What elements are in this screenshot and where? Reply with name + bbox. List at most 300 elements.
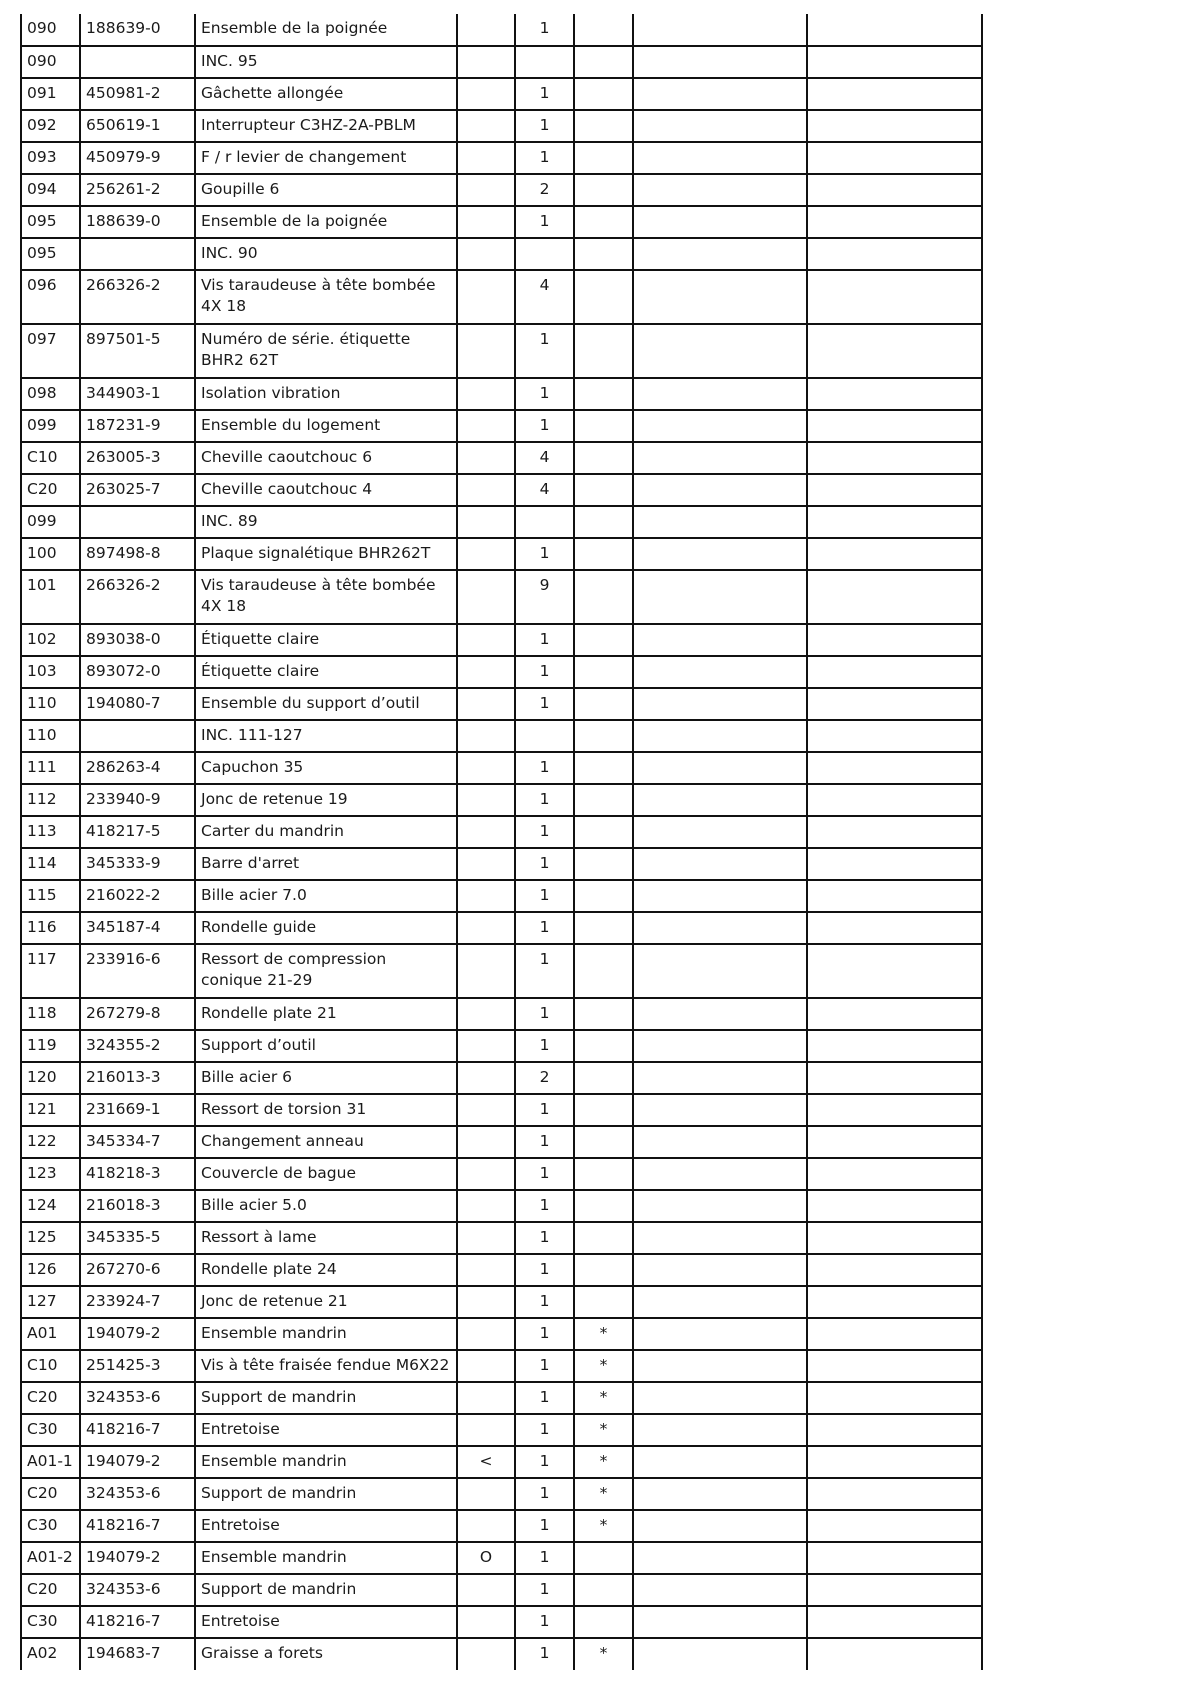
quantity-cell: 4	[515, 442, 574, 474]
description-cell: Bille acier 6	[195, 1062, 457, 1094]
table-row	[21, 624, 982, 656]
note-mark-cell	[574, 238, 633, 270]
note-mark-cell	[574, 784, 633, 816]
part-number-cell: 194080-7	[80, 688, 195, 720]
part-number-cell: 194683-7	[80, 1638, 195, 1670]
description-cell: Rondelle plate 24	[195, 1254, 457, 1286]
description-cell: Changement anneau	[195, 1126, 457, 1158]
empty-cell-a	[633, 1382, 807, 1414]
note-mark-cell	[574, 174, 633, 206]
empty-cell-b	[807, 1126, 982, 1158]
part-number-cell: 194079-2	[80, 1318, 195, 1350]
quantity-cell	[515, 238, 574, 270]
empty-cell-a	[633, 1510, 807, 1542]
part-ref-cell: 118	[21, 998, 80, 1030]
note-mark-cell: *	[574, 1510, 633, 1542]
part-ref-cell: 095	[21, 238, 80, 270]
table-row	[21, 78, 982, 110]
table-row	[21, 270, 982, 324]
empty-cell-b	[807, 752, 982, 784]
empty-cell-a	[633, 270, 807, 324]
code-cell	[457, 816, 515, 848]
quantity-cell: 1	[515, 1478, 574, 1510]
quantity-cell: 1	[515, 1638, 574, 1670]
part-ref-cell: 119	[21, 1030, 80, 1062]
note-mark-cell	[574, 570, 633, 624]
part-ref-cell: C20	[21, 474, 80, 506]
description-cell: Entretoise	[195, 1510, 457, 1542]
code-cell	[457, 110, 515, 142]
empty-cell-a	[633, 1542, 807, 1574]
description-cell: INC. 111-127	[195, 720, 457, 752]
part-ref-cell: C30	[21, 1414, 80, 1446]
note-mark-cell	[574, 270, 633, 324]
empty-cell-b	[807, 1222, 982, 1254]
part-number-cell: 216018-3	[80, 1190, 195, 1222]
note-mark-cell	[574, 14, 633, 46]
note-mark-cell	[574, 998, 633, 1030]
part-ref-cell: 127	[21, 1286, 80, 1318]
code-cell	[457, 784, 515, 816]
part-number-cell: 650619-1	[80, 110, 195, 142]
part-ref-cell: 125	[21, 1222, 80, 1254]
part-number-cell: 251425-3	[80, 1350, 195, 1382]
note-mark-cell	[574, 1190, 633, 1222]
empty-cell-b	[807, 1574, 982, 1606]
empty-cell-a	[633, 1062, 807, 1094]
empty-cell-b	[807, 206, 982, 238]
empty-cell-a	[633, 1638, 807, 1670]
table-row	[21, 570, 982, 624]
note-mark-cell: *	[574, 1318, 633, 1350]
quantity-cell: 1	[515, 1350, 574, 1382]
empty-cell-b	[807, 324, 982, 378]
empty-cell-b	[807, 944, 982, 998]
note-mark-cell: *	[574, 1382, 633, 1414]
code-cell	[457, 848, 515, 880]
empty-cell-b	[807, 848, 982, 880]
quantity-cell: 1	[515, 656, 574, 688]
quantity-cell: 1	[515, 410, 574, 442]
empty-cell-a	[633, 848, 807, 880]
part-ref-cell: C10	[21, 1350, 80, 1382]
empty-cell-a	[633, 142, 807, 174]
empty-cell-a	[633, 720, 807, 752]
table-row	[21, 1414, 982, 1446]
empty-cell-b	[807, 1350, 982, 1382]
empty-cell-a	[633, 1286, 807, 1318]
quantity-cell: 1	[515, 1414, 574, 1446]
description-cell: Ressort à lame	[195, 1222, 457, 1254]
quantity-cell: 2	[515, 174, 574, 206]
description-cell: Entretoise	[195, 1414, 457, 1446]
note-mark-cell: *	[574, 1350, 633, 1382]
code-cell	[457, 570, 515, 624]
note-mark-cell	[574, 46, 633, 78]
table-row	[21, 506, 982, 538]
empty-cell-b	[807, 1318, 982, 1350]
part-ref-cell: 115	[21, 880, 80, 912]
note-mark-cell	[574, 78, 633, 110]
note-mark-cell	[574, 912, 633, 944]
code-cell	[457, 378, 515, 410]
note-mark-cell	[574, 1094, 633, 1126]
description-cell: Ressort de compression conique 21-29	[195, 944, 457, 998]
code-cell	[457, 142, 515, 174]
empty-cell-a	[633, 474, 807, 506]
part-ref-cell: 098	[21, 378, 80, 410]
part-ref-cell: 110	[21, 720, 80, 752]
part-ref-cell: C20	[21, 1382, 80, 1414]
empty-cell-b	[807, 1606, 982, 1638]
part-number-cell: 324353-6	[80, 1382, 195, 1414]
part-ref-cell: 097	[21, 324, 80, 378]
empty-cell-a	[633, 14, 807, 46]
code-cell	[457, 624, 515, 656]
table-row	[21, 174, 982, 206]
empty-cell-a	[633, 78, 807, 110]
note-mark-cell	[574, 1254, 633, 1286]
table-row	[21, 538, 982, 570]
empty-cell-b	[807, 998, 982, 1030]
empty-cell-a	[633, 752, 807, 784]
description-cell: Cheville caoutchouc 4	[195, 474, 457, 506]
table-row	[21, 1638, 982, 1670]
quantity-cell: 1	[515, 1094, 574, 1126]
code-cell	[457, 1222, 515, 1254]
part-ref-cell: 122	[21, 1126, 80, 1158]
empty-cell-b	[807, 142, 982, 174]
note-mark-cell	[574, 1158, 633, 1190]
description-cell: Vis taraudeuse à tête bombée 4X 18	[195, 270, 457, 324]
note-mark-cell: *	[574, 1638, 633, 1670]
code-cell	[457, 1286, 515, 1318]
description-cell: Entretoise	[195, 1606, 457, 1638]
quantity-cell: 1	[515, 944, 574, 998]
empty-cell-b	[807, 624, 982, 656]
table-row	[21, 752, 982, 784]
table-row	[21, 410, 982, 442]
quantity-cell	[515, 46, 574, 78]
empty-cell-a	[633, 378, 807, 410]
quantity-cell: 1	[515, 324, 574, 378]
empty-cell-b	[807, 1286, 982, 1318]
code-cell	[457, 1254, 515, 1286]
empty-cell-a	[633, 688, 807, 720]
table-row	[21, 848, 982, 880]
note-mark-cell	[574, 410, 633, 442]
table-row	[21, 1222, 982, 1254]
code-cell	[457, 442, 515, 474]
note-mark-cell	[574, 624, 633, 656]
note-mark-cell	[574, 816, 633, 848]
part-number-cell: 345334-7	[80, 1126, 195, 1158]
part-number-cell: 345335-5	[80, 1222, 195, 1254]
table-row	[21, 1030, 982, 1062]
part-ref-cell: 126	[21, 1254, 80, 1286]
part-number-cell: 267279-8	[80, 998, 195, 1030]
note-mark-cell	[574, 752, 633, 784]
code-cell	[457, 1094, 515, 1126]
description-cell: Jonc de retenue 19	[195, 784, 457, 816]
description-cell: Support de mandrin	[195, 1478, 457, 1510]
description-cell: Étiquette claire	[195, 656, 457, 688]
note-mark-cell	[574, 378, 633, 410]
table-row	[21, 944, 982, 998]
code-cell	[457, 1318, 515, 1350]
empty-cell-a	[633, 1606, 807, 1638]
empty-cell-a	[633, 1350, 807, 1382]
table-row	[21, 656, 982, 688]
part-number-cell	[80, 238, 195, 270]
description-cell: Capuchon 35	[195, 752, 457, 784]
quantity-cell: 1	[515, 998, 574, 1030]
empty-cell-b	[807, 1190, 982, 1222]
empty-cell-a	[633, 1414, 807, 1446]
part-ref-cell: 112	[21, 784, 80, 816]
code-cell	[457, 174, 515, 206]
description-cell: Rondelle plate 21	[195, 998, 457, 1030]
part-number-cell: 324355-2	[80, 1030, 195, 1062]
table-row	[21, 1062, 982, 1094]
note-mark-cell	[574, 880, 633, 912]
part-number-cell: 897498-8	[80, 538, 195, 570]
part-number-cell: 286263-4	[80, 752, 195, 784]
empty-cell-a	[633, 1478, 807, 1510]
table-row	[21, 1286, 982, 1318]
code-cell	[457, 1350, 515, 1382]
quantity-cell: 1	[515, 1606, 574, 1638]
empty-cell-b	[807, 720, 982, 752]
table-row	[21, 1574, 982, 1606]
quantity-cell: 1	[515, 142, 574, 174]
empty-cell-a	[633, 174, 807, 206]
table-row	[21, 1350, 982, 1382]
quantity-cell: 1	[515, 1510, 574, 1542]
empty-cell-a	[633, 998, 807, 1030]
quantity-cell: 1	[515, 848, 574, 880]
quantity-cell: 4	[515, 474, 574, 506]
description-cell: Cheville caoutchouc 6	[195, 442, 457, 474]
part-ref-cell: C20	[21, 1574, 80, 1606]
quantity-cell: 1	[515, 1030, 574, 1062]
quantity-cell: 1	[515, 1286, 574, 1318]
note-mark-cell	[574, 538, 633, 570]
code-cell	[457, 270, 515, 324]
empty-cell-b	[807, 538, 982, 570]
part-ref-cell: 090	[21, 14, 80, 46]
note-mark-cell	[574, 1030, 633, 1062]
quantity-cell: 1	[515, 1254, 574, 1286]
note-mark-cell: *	[574, 1414, 633, 1446]
empty-cell-a	[633, 506, 807, 538]
part-number-cell: 263005-3	[80, 442, 195, 474]
empty-cell-a	[633, 110, 807, 142]
code-cell	[457, 1062, 515, 1094]
quantity-cell: 1	[515, 378, 574, 410]
empty-cell-b	[807, 1638, 982, 1670]
empty-cell-b	[807, 378, 982, 410]
empty-cell-b	[807, 78, 982, 110]
part-ref-cell: A02	[21, 1638, 80, 1670]
table-row	[21, 1446, 982, 1478]
empty-cell-b	[807, 688, 982, 720]
table-row	[21, 1254, 982, 1286]
part-number-cell: 233940-9	[80, 784, 195, 816]
part-ref-cell: A01	[21, 1318, 80, 1350]
part-number-cell	[80, 46, 195, 78]
part-number-cell: 418216-7	[80, 1606, 195, 1638]
part-number-cell: 893038-0	[80, 624, 195, 656]
table-row	[21, 324, 982, 378]
quantity-cell: 1	[515, 1190, 574, 1222]
empty-cell-b	[807, 1510, 982, 1542]
empty-cell-b	[807, 1542, 982, 1574]
part-ref-cell: 100	[21, 538, 80, 570]
empty-cell-b	[807, 410, 982, 442]
note-mark-cell	[574, 1542, 633, 1574]
empty-cell-a	[633, 656, 807, 688]
part-ref-cell: 090	[21, 46, 80, 78]
empty-cell-b	[807, 442, 982, 474]
code-cell	[457, 720, 515, 752]
part-number-cell: 897501-5	[80, 324, 195, 378]
empty-cell-a	[633, 1094, 807, 1126]
empty-cell-b	[807, 1382, 982, 1414]
description-cell: Ensemble du support d’outil	[195, 688, 457, 720]
part-number-cell: 188639-0	[80, 206, 195, 238]
note-mark-cell	[574, 1062, 633, 1094]
table-row	[21, 1158, 982, 1190]
empty-cell-a	[633, 944, 807, 998]
empty-cell-a	[633, 570, 807, 624]
part-number-cell: 450981-2	[80, 78, 195, 110]
part-number-cell: 187231-9	[80, 410, 195, 442]
table-row	[21, 998, 982, 1030]
table-row	[21, 688, 982, 720]
code-cell	[457, 1638, 515, 1670]
table-row	[21, 378, 982, 410]
part-ref-cell: 120	[21, 1062, 80, 1094]
code-cell	[457, 688, 515, 720]
note-mark-cell	[574, 442, 633, 474]
quantity-cell: 1	[515, 78, 574, 110]
empty-cell-a	[633, 238, 807, 270]
quantity-cell: 1	[515, 880, 574, 912]
description-cell: Support de mandrin	[195, 1574, 457, 1606]
part-ref-cell: 116	[21, 912, 80, 944]
note-mark-cell	[574, 688, 633, 720]
note-mark-cell	[574, 206, 633, 238]
part-ref-cell: 102	[21, 624, 80, 656]
description-cell: Ensemble de la poignée	[195, 206, 457, 238]
quantity-cell: 1	[515, 1222, 574, 1254]
description-cell: Graisse a forets	[195, 1638, 457, 1670]
empty-cell-a	[633, 410, 807, 442]
code-cell	[457, 238, 515, 270]
table-row	[21, 442, 982, 474]
code-cell	[457, 1478, 515, 1510]
table-row	[21, 1606, 982, 1638]
empty-cell-a	[633, 1574, 807, 1606]
code-cell	[457, 46, 515, 78]
description-cell: Ensemble mandrin	[195, 1446, 457, 1478]
table-row	[21, 110, 982, 142]
code-cell	[457, 912, 515, 944]
quantity-cell: 1	[515, 1574, 574, 1606]
part-number-cell: 233916-6	[80, 944, 195, 998]
description-cell: Ensemble du logement	[195, 410, 457, 442]
code-cell	[457, 324, 515, 378]
description-cell: Bille acier 7.0	[195, 880, 457, 912]
description-cell: Numéro de série. étiquette BHR2 62T	[195, 324, 457, 378]
code-cell	[457, 1190, 515, 1222]
quantity-cell: 1	[515, 816, 574, 848]
empty-cell-a	[633, 1446, 807, 1478]
part-ref-cell: 096	[21, 270, 80, 324]
table-row	[21, 14, 982, 46]
table-row	[21, 912, 982, 944]
code-cell	[457, 880, 515, 912]
table-row	[21, 1126, 982, 1158]
code-cell	[457, 14, 515, 46]
part-ref-cell: C20	[21, 1478, 80, 1510]
part-number-cell	[80, 720, 195, 752]
quantity-cell: 1	[515, 912, 574, 944]
quantity-cell: 1	[515, 1318, 574, 1350]
description-cell: Bille acier 5.0	[195, 1190, 457, 1222]
part-ref-cell: 094	[21, 174, 80, 206]
table-row	[21, 46, 982, 78]
description-cell: Isolation vibration	[195, 378, 457, 410]
empty-cell-a	[633, 206, 807, 238]
part-number-cell: 188639-0	[80, 14, 195, 46]
part-number-cell: 345187-4	[80, 912, 195, 944]
empty-cell-a	[633, 1318, 807, 1350]
empty-cell-a	[633, 46, 807, 78]
quantity-cell	[515, 506, 574, 538]
note-mark-cell	[574, 1574, 633, 1606]
code-cell	[457, 1126, 515, 1158]
note-mark-cell: *	[574, 1446, 633, 1478]
empty-cell-b	[807, 46, 982, 78]
quantity-cell: 1	[515, 110, 574, 142]
quantity-cell: 4	[515, 270, 574, 324]
description-cell: Vis à tête fraisée fendue M6X22	[195, 1350, 457, 1382]
note-mark-cell	[574, 474, 633, 506]
quantity-cell: 1	[515, 784, 574, 816]
part-number-cell: 893072-0	[80, 656, 195, 688]
empty-cell-b	[807, 1158, 982, 1190]
note-mark-cell	[574, 944, 633, 998]
code-cell	[457, 1382, 515, 1414]
code-cell	[457, 656, 515, 688]
table-row	[21, 1190, 982, 1222]
code-cell	[457, 1030, 515, 1062]
description-cell: Étiquette claire	[195, 624, 457, 656]
note-mark-cell	[574, 848, 633, 880]
empty-cell-a	[633, 912, 807, 944]
note-mark-cell	[574, 720, 633, 752]
empty-cell-a	[633, 1190, 807, 1222]
description-cell: Ressort de torsion 31	[195, 1094, 457, 1126]
part-number-cell: 266326-2	[80, 570, 195, 624]
code-cell	[457, 1510, 515, 1542]
table-row	[21, 142, 982, 174]
quantity-cell: 1	[515, 14, 574, 46]
description-cell: Rondelle guide	[195, 912, 457, 944]
part-number-cell: 418217-5	[80, 816, 195, 848]
